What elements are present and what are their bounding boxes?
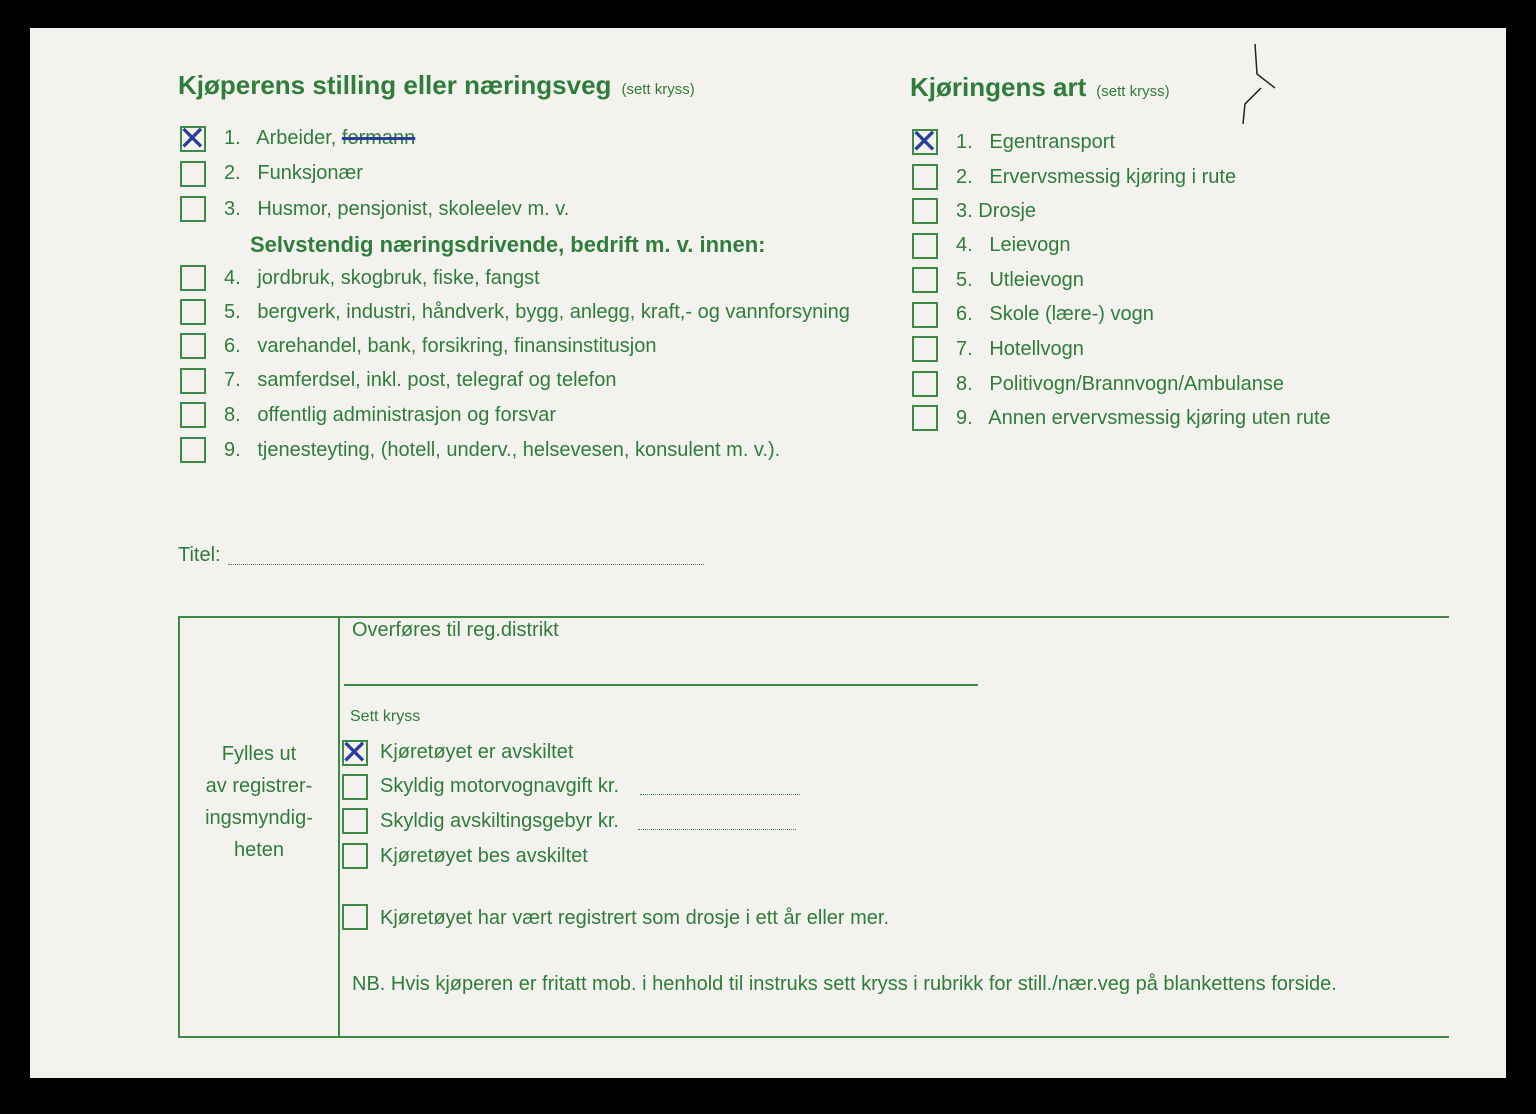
checkbox-hotellvogn[interactable] [912, 336, 938, 362]
left-item-9 [224, 439, 780, 462]
checkbox-motorvognavgift[interactable] [342, 774, 368, 800]
side-label-line: heten [233, 839, 285, 861]
subheading-selvstendig: Selvstendig næringsdrivende, bedrift m. v. innen: [250, 232, 766, 257]
item-label: Drosje [978, 200, 1037, 222]
left-item-7 [224, 369, 616, 392]
checkbox-annen-kjoring[interactable] [912, 405, 938, 431]
item-number: 2. [956, 166, 973, 188]
right-item-8 [956, 373, 1284, 396]
item-label: samferdsel, inkl. post, telegraf og telefon [257, 369, 617, 391]
checkbox-leievogn[interactable] [912, 233, 938, 259]
right-title-text: Kjøringens art [910, 72, 1087, 102]
check-mark-icon: ✕ [178, 119, 207, 159]
mark-label: Sett kryss [350, 708, 421, 725]
checkbox-bes-avskiltet[interactable] [342, 843, 368, 869]
item-number: 4. [224, 267, 241, 289]
check-mark-icon: ✕ [910, 122, 939, 162]
item-number: 6. [956, 303, 973, 325]
checkbox-tjenesteyting[interactable] [180, 437, 206, 463]
checkbox-ervervsmessig-rute[interactable] [912, 164, 938, 190]
checkbox-bergverk[interactable] [180, 299, 206, 325]
reg-check-1-label: Kjøretøyet er avskiltet [380, 741, 574, 763]
checkbox-samferdsel[interactable] [180, 368, 206, 394]
transfer-line[interactable] [344, 684, 978, 686]
item-number: 8. [956, 373, 973, 395]
item-label: Ervervsmessig kjøring i rute [989, 166, 1237, 188]
left-item-4 [224, 267, 540, 290]
checkbox-avskiltingsgebyr[interactable] [342, 808, 368, 834]
left-item-1 [224, 127, 415, 150]
nb-text: NB. Hvis kjøperen er fritatt mob. i henhold til instruks sett kryss i rubrikk for still./nær.veg på blankettens forside. [352, 973, 1337, 995]
item-label: Husmor, pensjonist, skoleelev m. v. [257, 198, 570, 220]
checkbox-jordbruk[interactable] [180, 265, 206, 291]
left-item-3 [224, 198, 569, 221]
item-label: jordbruk, skogbruk, fiske, fangst [257, 267, 540, 289]
box-bottom-line [178, 1036, 1449, 1038]
right-item-7 [956, 338, 1084, 361]
item-number: 3. [224, 198, 241, 220]
reg-check-5-label: Kjøretøyet har vært registrert som drosje i ett år eller mer. [380, 907, 890, 929]
right-item-9 [956, 407, 1331, 430]
item-label: Skole (lære-) vogn [989, 303, 1154, 325]
left-section-title [178, 70, 695, 101]
right-item-5 [956, 269, 1084, 292]
item-number: 8. [224, 404, 241, 426]
left-item-5 [224, 301, 850, 324]
checkbox-politivogn[interactable] [912, 371, 938, 397]
side-label-line: ingsmyndig- [205, 807, 313, 829]
left-item-2 [224, 162, 363, 185]
item-label: Arbeider, [256, 127, 337, 149]
left-item-8 [224, 404, 556, 427]
right-item-2 [956, 166, 1236, 189]
item-number: 4. [956, 234, 973, 256]
avskiltingsgebyr-field[interactable] [638, 829, 796, 830]
item-label: Annen ervervsmessig kjøring uten rute [988, 407, 1331, 429]
checkbox-skolevogn[interactable] [912, 302, 938, 328]
titel-label: Titel: [178, 544, 221, 566]
item-label: tjenesteyting, (hotell, underv., helsevesen, konsulent m. v.). [257, 439, 781, 461]
item-number: 9. [956, 407, 973, 429]
right-item-6 [956, 303, 1154, 326]
item-label: Funksjonær [257, 162, 363, 184]
item-number: 7. [224, 369, 241, 391]
checkbox-husmor[interactable] [180, 196, 206, 222]
item-number: 7. [956, 338, 973, 360]
right-title-note: (sett kryss) [1096, 83, 1170, 100]
item-number: 5. [224, 301, 241, 323]
motorvognavgift-field[interactable] [640, 794, 800, 795]
struck-text: formann [341, 127, 416, 149]
item-label: offentlig administrasjon og forsvar [257, 404, 557, 426]
item-label: Egentransport [989, 131, 1115, 153]
item-number: 2. [224, 162, 241, 184]
box-top-line [178, 616, 1449, 618]
side-label-line: av registrer- [205, 775, 313, 797]
item-number: 5. [956, 269, 973, 291]
checkbox-offentlig[interactable] [180, 402, 206, 428]
left-title-note: (sett kryss) [621, 81, 695, 98]
form-sheet [30, 28, 1506, 1078]
side-label-line: Fylles ut [221, 743, 297, 765]
transfer-label: Overføres til reg.distrikt [352, 619, 559, 641]
checkbox-funksjonaer[interactable] [180, 161, 206, 187]
right-item-1 [956, 131, 1115, 154]
reg-check-3-label: Skyldig avskiltingsgebyr kr. [380, 810, 619, 832]
right-section-title [910, 72, 1170, 103]
left-item-6 [224, 335, 656, 358]
item-number: 9. [224, 439, 241, 461]
checkbox-drosje-ett-ar[interactable] [342, 904, 368, 930]
item-label: Utleievogn [989, 269, 1084, 291]
titel-field[interactable] [228, 564, 704, 565]
reg-check-2-label: Skyldig motorvognavgift kr. [380, 775, 619, 797]
item-label: Hotellvogn [989, 338, 1084, 360]
item-number: 6. [224, 335, 241, 357]
item-label: Politivogn/Brannvogn/Ambulanse [989, 373, 1284, 395]
item-number: 3. [956, 200, 973, 222]
checkbox-drosje[interactable] [912, 198, 938, 224]
side-label [180, 738, 338, 866]
item-label: varehandel, bank, forsikring, finansinstitusjon [257, 335, 657, 357]
checkbox-varehandel[interactable] [180, 333, 206, 359]
checkbox-utleievogn[interactable] [912, 267, 938, 293]
item-number: 1. [956, 131, 973, 153]
box-divider-line [338, 616, 340, 1036]
item-number: 1. [224, 127, 241, 149]
right-item-3 [956, 200, 1036, 223]
item-label: Leievogn [989, 234, 1071, 256]
right-item-4 [956, 234, 1071, 257]
item-label: bergverk, industri, håndverk, bygg, anlegg, kraft,- og vannforsyning [257, 301, 850, 323]
left-title-text: Kjøperens stilling eller næringsveg [178, 70, 612, 100]
pen-scribble-icon [1235, 44, 1285, 124]
check-mark-icon: ✕ [340, 733, 369, 773]
reg-check-4-label: Kjøretøyet bes avskiltet [380, 845, 588, 867]
